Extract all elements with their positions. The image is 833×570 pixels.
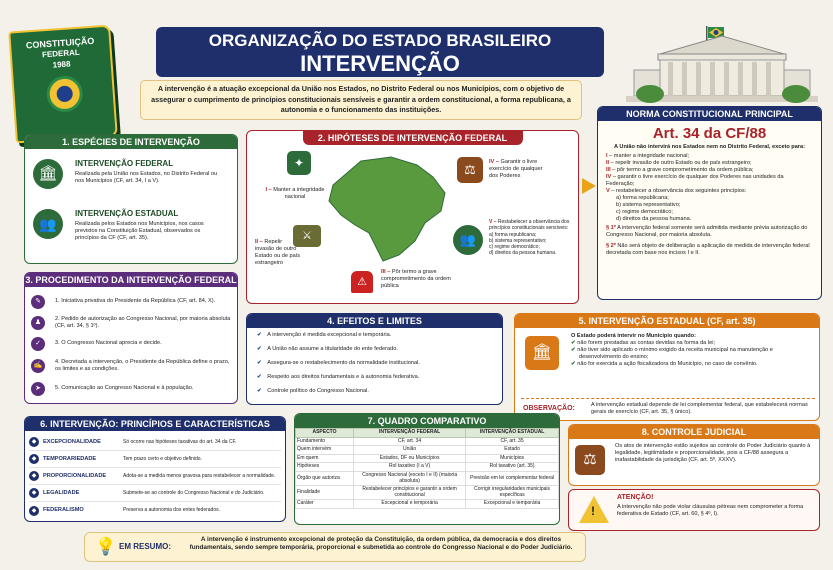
table-cell: Órgão que autoriza <box>296 471 354 485</box>
efeito-item <box>257 374 492 388</box>
procedimento-step-text: 5. Comunicação ao Congresso Nacional e à população. <box>55 385 194 391</box>
procedimento-step-text: 2. Pedido de autorização ao Congresso Nacional, por maioria absoluta (CF, art. 34, § 1º). <box>55 315 231 329</box>
norma-item: III – pôr termo a grave comprometimento da ordem pública; <box>606 167 754 173</box>
efeitos-section <box>246 313 503 405</box>
estadual-item <box>571 340 815 347</box>
efeito-item <box>257 388 492 402</box>
norma-item: I – manter a integridade nacional; <box>606 153 690 159</box>
estadual-item-text: não for exercida a ação fiscalizadora do Município, no caso de convênio. <box>577 361 758 367</box>
resumo-label: EM RESUMO: <box>119 542 171 551</box>
norma-item-num: I <box>606 153 608 159</box>
hip-i-text: Manter a integridade nacional <box>273 187 325 200</box>
table-row <box>296 463 559 472</box>
government-building-icon <box>620 24 825 110</box>
principio-row <box>29 451 281 468</box>
table-row <box>296 454 559 463</box>
book-title-2: FEDERAL <box>41 47 81 60</box>
check-icon: ✔ <box>257 346 262 352</box>
especie-estadual-text: Realizada pelos Estados nos Municípios, nos casos previstos na Constituição Estadual, observados os princípios da CF (CF, art. 35). <box>75 221 204 241</box>
table-cell: Quem intervém <box>296 446 354 455</box>
procedimento-step <box>31 378 231 399</box>
procedimento-step-text: 3. O Congresso Nacional aprecia e decide. <box>55 340 162 346</box>
check-icon: ✔ <box>257 388 262 394</box>
norma-p1-text: A intervenção federal somente será admitida mediante prévia autorização do Congresso Nacional, por maioria absoluta. <box>606 225 808 238</box>
hip-iv <box>489 159 545 180</box>
especie-federal-title: INTERVENÇÃO FEDERAL <box>75 159 174 168</box>
check-icon: ✔ <box>257 332 262 338</box>
estadual-item-text: não forem prestadas as contas devidas na forma da lei; <box>577 340 715 346</box>
norma-sub: d) direitos da pessoa humana. <box>616 216 692 222</box>
estadual-item <box>571 361 815 368</box>
table-cell: Congresso Nacional (exceto I e II) (maioria absoluta) <box>354 471 466 485</box>
resumo-text: A intervenção é instrumento excepcional de proteção da Constituição, da ordem pública, da democracia e dos direitos fundamentais, sendo sempre temporária, proporcional e submetida ao controle do Congresso Nacional e do Poder Judiciário. <box>189 536 573 551</box>
procedimento-section <box>24 272 238 404</box>
norma-item-text: repelir invasão de outro Estado ou de país estrangeiro; <box>615 160 752 166</box>
estadual-item <box>571 347 815 361</box>
norma-header: NORMA CONSTITUCIONAL PRINCIPAL <box>598 107 821 121</box>
norma-item: V – restabelecer a observância dos seguintes princípios: <box>606 188 747 194</box>
check-icon: ✔ <box>257 360 262 366</box>
hip-iii <box>381 269 463 290</box>
resumo-bar <box>84 532 586 562</box>
atencao-label: ATENÇÃO! <box>617 494 654 501</box>
procedimento-step <box>31 333 231 354</box>
page-title: ORGANIZAÇÃO DO ESTADO BRASILEIRO <box>208 31 552 50</box>
brazil-map <box>321 155 451 265</box>
table-cell: Caráter <box>296 500 354 509</box>
estadual-lead: O Estado poderá intervir no Município quando: <box>571 333 696 339</box>
efeito-text: Controle político do Congresso Nacional. <box>267 388 369 394</box>
group-icon: 👥 <box>33 209 63 239</box>
efeitos-header: 4. EFEITOS E LIMITES <box>247 314 502 328</box>
table-row <box>296 471 559 485</box>
especie-estadual <box>31 205 231 261</box>
table-cell: CF, art. 35 <box>466 437 559 446</box>
principio-row <box>29 434 281 451</box>
principio-row <box>29 502 281 519</box>
procedimento-step-text: 4. Decretada a intervenção, o Presidente da República define o prazo, os limites e as condições. <box>55 359 230 372</box>
hipoteses-section <box>246 130 579 304</box>
norma-item-text: manter a integridade nacional; <box>613 153 690 159</box>
hip-v-item: b) sistema representativo; <box>489 237 547 244</box>
table-cell: Municípios <box>466 454 559 463</box>
norma-section <box>597 106 822 300</box>
norma-sub: b) sistema representativo; <box>616 202 681 208</box>
principio-value: Tem prazo certo e objetivo definido. <box>123 455 202 462</box>
table-cell: Corrigir irregularidades municipais específicas <box>466 486 559 500</box>
check-icon: ✔ <box>257 374 262 380</box>
arrow-icon <box>582 178 596 194</box>
procedimento-step <box>31 312 231 333</box>
gavel-icon: ⚖ <box>457 157 483 183</box>
efeitos-list <box>247 328 502 405</box>
lightbulb-icon: 💡 <box>95 537 117 556</box>
intro-text: A intervenção é a atuação excepcional da União nos Estados, no Distrito Federal ou nos Municípios, com o objetivo de assegurar o cumprimento de princípios constitucionais sensíveis e garantir a ordem constitucional, a forma republicana, a autonomia e o funcionamento das instituições. <box>151 84 571 114</box>
efeito-text: A União não assume a titularidade do ente federado. <box>267 346 398 352</box>
table-cell: União <box>354 446 466 455</box>
hip-ii-num: II – <box>255 239 263 245</box>
hip-iii-num: III – <box>381 269 391 275</box>
check-icon: ✔ <box>571 361 576 367</box>
norma-item-num: V <box>606 188 610 194</box>
table-header-row <box>296 429 559 438</box>
warning-mark: ! <box>591 504 595 518</box>
principio-icon: ◆ <box>29 437 39 447</box>
norma-p2-text: Não será objeto de deliberação a aplicação de medida de intervenção federal decretada com base nos incisos I e II. <box>606 243 810 256</box>
norma-list <box>598 153 821 257</box>
table-cell: Em quem <box>296 454 354 463</box>
norma-item-text: garantir o livre exercício de qualquer dos Poderes nas unidades da Federação; <box>606 174 784 187</box>
estadual-obs <box>521 398 815 416</box>
hip-iii-text: Pôr termo a grave comprometimento da ordem pública <box>381 269 451 289</box>
book-year: 1988 <box>52 59 71 70</box>
norma-item-num: III <box>606 167 611 173</box>
especies-header: 1. ESPÉCIES DE INTERVENÇÃO <box>25 135 237 149</box>
norma-lead: A União não intervirá nos Estados nem no Distrito Federal, exceto para: <box>614 144 805 150</box>
hip-i-num: I – <box>265 187 272 193</box>
gavel-icon: ⚖ <box>575 445 605 475</box>
especie-federal-text: Realizada pela União nos Estados, no Distrito Federal ou nos Municípios (CF, art. 34, I a V). <box>75 171 218 184</box>
principio-value: Submete-se ao controle do Congresso Nacional e do Judiciário. <box>123 489 265 496</box>
hip-v-num: V – <box>489 219 497 225</box>
title-banner <box>156 27 604 77</box>
coat-of-arms-icon <box>45 75 83 113</box>
principio-icon: ◆ <box>29 471 39 481</box>
table-cell: Estado <box>466 446 559 455</box>
obs-text: A intervenção estadual depende de lei complementar federal, que estabelecerá normas gerais de exercício (CF, art. 35, § único). <box>591 402 808 415</box>
table-cell: Hipóteses <box>296 463 354 472</box>
hipoteses-header: 2. HIPÓTESES DE INTERVENÇÃO FEDERAL <box>303 131 523 145</box>
principio-row <box>29 485 281 502</box>
bank-icon: 🏛 <box>33 159 63 189</box>
procedimento-list <box>25 287 237 403</box>
procedimento-header: 3. PROCEDIMENTO DA INTERVENÇÃO FEDERAL <box>25 275 237 285</box>
principio-key: LEGALIDADE <box>43 489 80 496</box>
table-header-cell: ASPECTO <box>296 429 354 438</box>
principio-value: Preserva a autonomia dos entes federados. <box>123 507 221 514</box>
norma-p1 <box>606 225 813 239</box>
principio-key: TEMPORARIEDADE <box>43 455 97 462</box>
efeito-text: Respeito aos direitos fundamentais e à autonomia federativa. <box>267 374 420 380</box>
hip-v-item: d) direitos da pessoa humana. <box>489 250 557 257</box>
efeito-item <box>257 332 492 346</box>
document-icon: ✎ <box>31 295 45 309</box>
table-cell: Rol taxativo (I a V) <box>354 463 466 472</box>
principios-section <box>24 416 286 522</box>
norma-sub: c) regime democrático; <box>616 209 673 215</box>
hip-iv-text: Garantir o livre exercício de qualquer dos Poderes <box>489 159 543 179</box>
efeito-item <box>257 360 492 374</box>
pen-icon: ✍ <box>31 359 45 373</box>
table-row <box>296 437 559 446</box>
controle-header: 8. CONTROLE JUDICIAL <box>569 425 819 439</box>
norma-p2-num: § 2º <box>606 243 616 249</box>
check-circle-icon: ✓ <box>31 337 45 351</box>
check-icon: ✔ <box>571 347 576 353</box>
siren-icon: ⚠ <box>351 271 373 293</box>
norma-item-text: pôr termo a grave comprometimento da ordem pública; <box>616 167 754 173</box>
principios-header: 6. INTERVENÇÃO: PRINCÍPIOS E CARACTERÍSTICAS <box>25 417 285 431</box>
procedimento-step <box>31 354 231 378</box>
hip-v-item: a) forma republicana; <box>489 231 537 238</box>
table-cell: CF, art. 34 <box>354 437 466 446</box>
quadro-section <box>294 413 560 525</box>
comparison-table <box>295 428 559 509</box>
especie-federal <box>31 155 231 201</box>
norma-item-text: restabelecer a observância dos seguintes princípios: <box>615 188 747 194</box>
especies-section <box>24 134 238 264</box>
table-cell: Rol taxativo (art. 35) <box>466 463 559 472</box>
table-cell: Excepcional e temporária <box>466 500 559 509</box>
table-cell: Finalidade <box>296 486 354 500</box>
hip-i <box>265 187 325 201</box>
table-header-cell: INTERVENÇÃO FEDERAL <box>354 429 466 438</box>
table-cell: Restabelecer princípios e garantir a ordem constitucional <box>354 486 466 500</box>
principio-value: Adota-se a medida menos gravosa para restabelecer a normalidade. <box>123 472 276 479</box>
principio-key: EXCEPCIONALIDADE <box>43 438 101 445</box>
norma-p1-num: § 1º <box>606 225 616 231</box>
estadual-item-text: não tiver sido aplicado o mínimo exigido da receita municipal na manutenção e desenvolvimento do ensino; <box>577 347 773 360</box>
check-icon: ✔ <box>571 340 576 346</box>
page-subtitle: INTERVENÇÃO <box>300 51 460 76</box>
quadro-header: 7. QUADRO COMPARATIVO <box>295 414 559 428</box>
procedimento-step-text: 1. Iniciativa privativa do Presidente da República (CF, art. 84, X). <box>55 298 216 304</box>
atencao-section <box>568 489 820 531</box>
constitution-book <box>8 25 118 144</box>
soldiers-icon: ⚔ <box>293 225 321 247</box>
table-header-cell: INTERVENÇÃO ESTADUAL <box>466 429 559 438</box>
hip-ii-text: Repelir invasão de outro Estado ou de país estrangeiro <box>255 239 301 266</box>
especie-estadual-title: INTERVENÇÃO ESTADUAL <box>75 209 179 218</box>
table-row <box>296 500 559 509</box>
norma-sub: a) forma republicana; <box>616 195 669 201</box>
norma-p2 <box>606 243 813 257</box>
principio-key: FEDERALISMO <box>43 507 84 513</box>
norma-item-num: IV <box>606 174 612 180</box>
efeito-text: A intervenção é medida excepcional e temporária. <box>267 332 392 338</box>
hip-v-item: c) regime democrático; <box>489 244 540 251</box>
atencao-text: A intervenção não pode violar cláusulas pétreas nem comprometer a forma federativa de Estado (CF, art. 60, § 4º, I). <box>617 504 804 517</box>
table-cell: Excepcional e temporária <box>354 500 466 509</box>
principio-row <box>29 468 281 485</box>
principio-icon: ◆ <box>29 454 39 464</box>
obs-label: OBSERVAÇÃO: <box>523 405 575 412</box>
procedimento-step <box>31 291 231 312</box>
bank-icon: 🏛 <box>525 336 559 370</box>
hip-iv-num: IV – <box>489 159 499 165</box>
table-row <box>296 446 559 455</box>
principio-key: PROPORCIONALIDADE <box>43 472 107 479</box>
intro-box <box>140 80 582 120</box>
table-cell: Fundamento <box>296 437 354 446</box>
hip-v <box>489 219 577 257</box>
people-icon: 👥 <box>453 225 483 255</box>
norma-article: Art. 34 da CF/88 <box>652 125 767 142</box>
principio-value: Só ocorre nas hipóteses taxativas do art. 34 da CF. <box>123 438 237 445</box>
table-row <box>296 486 559 500</box>
norma-item-num: II <box>606 160 610 166</box>
principio-icon: ◆ <box>29 506 39 516</box>
efeito-text: Assegura-se o restabelecimento da normalidade institucional. <box>267 360 420 366</box>
estadual-section <box>514 313 820 421</box>
table-cell: Estados, DF ou Municípios <box>354 454 466 463</box>
shield-icon: ✦ <box>287 151 311 175</box>
hip-ii <box>255 239 301 267</box>
principio-icon: ◆ <box>29 488 39 498</box>
efeito-item <box>257 346 492 360</box>
norma-item: IV – garantir o livre exercício de qualquer dos Poderes nas unidades da Federação; <box>606 174 784 187</box>
estadual-header: 5. INTERVENÇÃO ESTADUAL (CF, art. 35) <box>515 314 819 328</box>
hip-v-text: Restabelecer a observância dos princípios constitucionais sensíveis: <box>489 219 570 232</box>
controle-section <box>568 424 820 486</box>
estadual-body <box>571 333 815 368</box>
controle-text: Os atos de intervenção estão sujeitos ao controle do Poder Judiciário quanto à legalidade, legitimidade e proporcionalidade, pois a CF/88 assegura a inafastabilidade da jurisdição (CF, art. 5º, XXXV). <box>615 443 811 463</box>
principios-list <box>25 431 285 522</box>
people-icon: ♟ <box>31 316 45 330</box>
norma-item: II – repelir invasão de outro Estado ou de país estrangeiro; <box>606 160 752 166</box>
table-cell: Previsão em lei complementar federal <box>466 471 559 485</box>
megaphone-icon: ➤ <box>31 382 45 396</box>
book-title-1: CONSTITUIÇÃO <box>25 35 95 51</box>
